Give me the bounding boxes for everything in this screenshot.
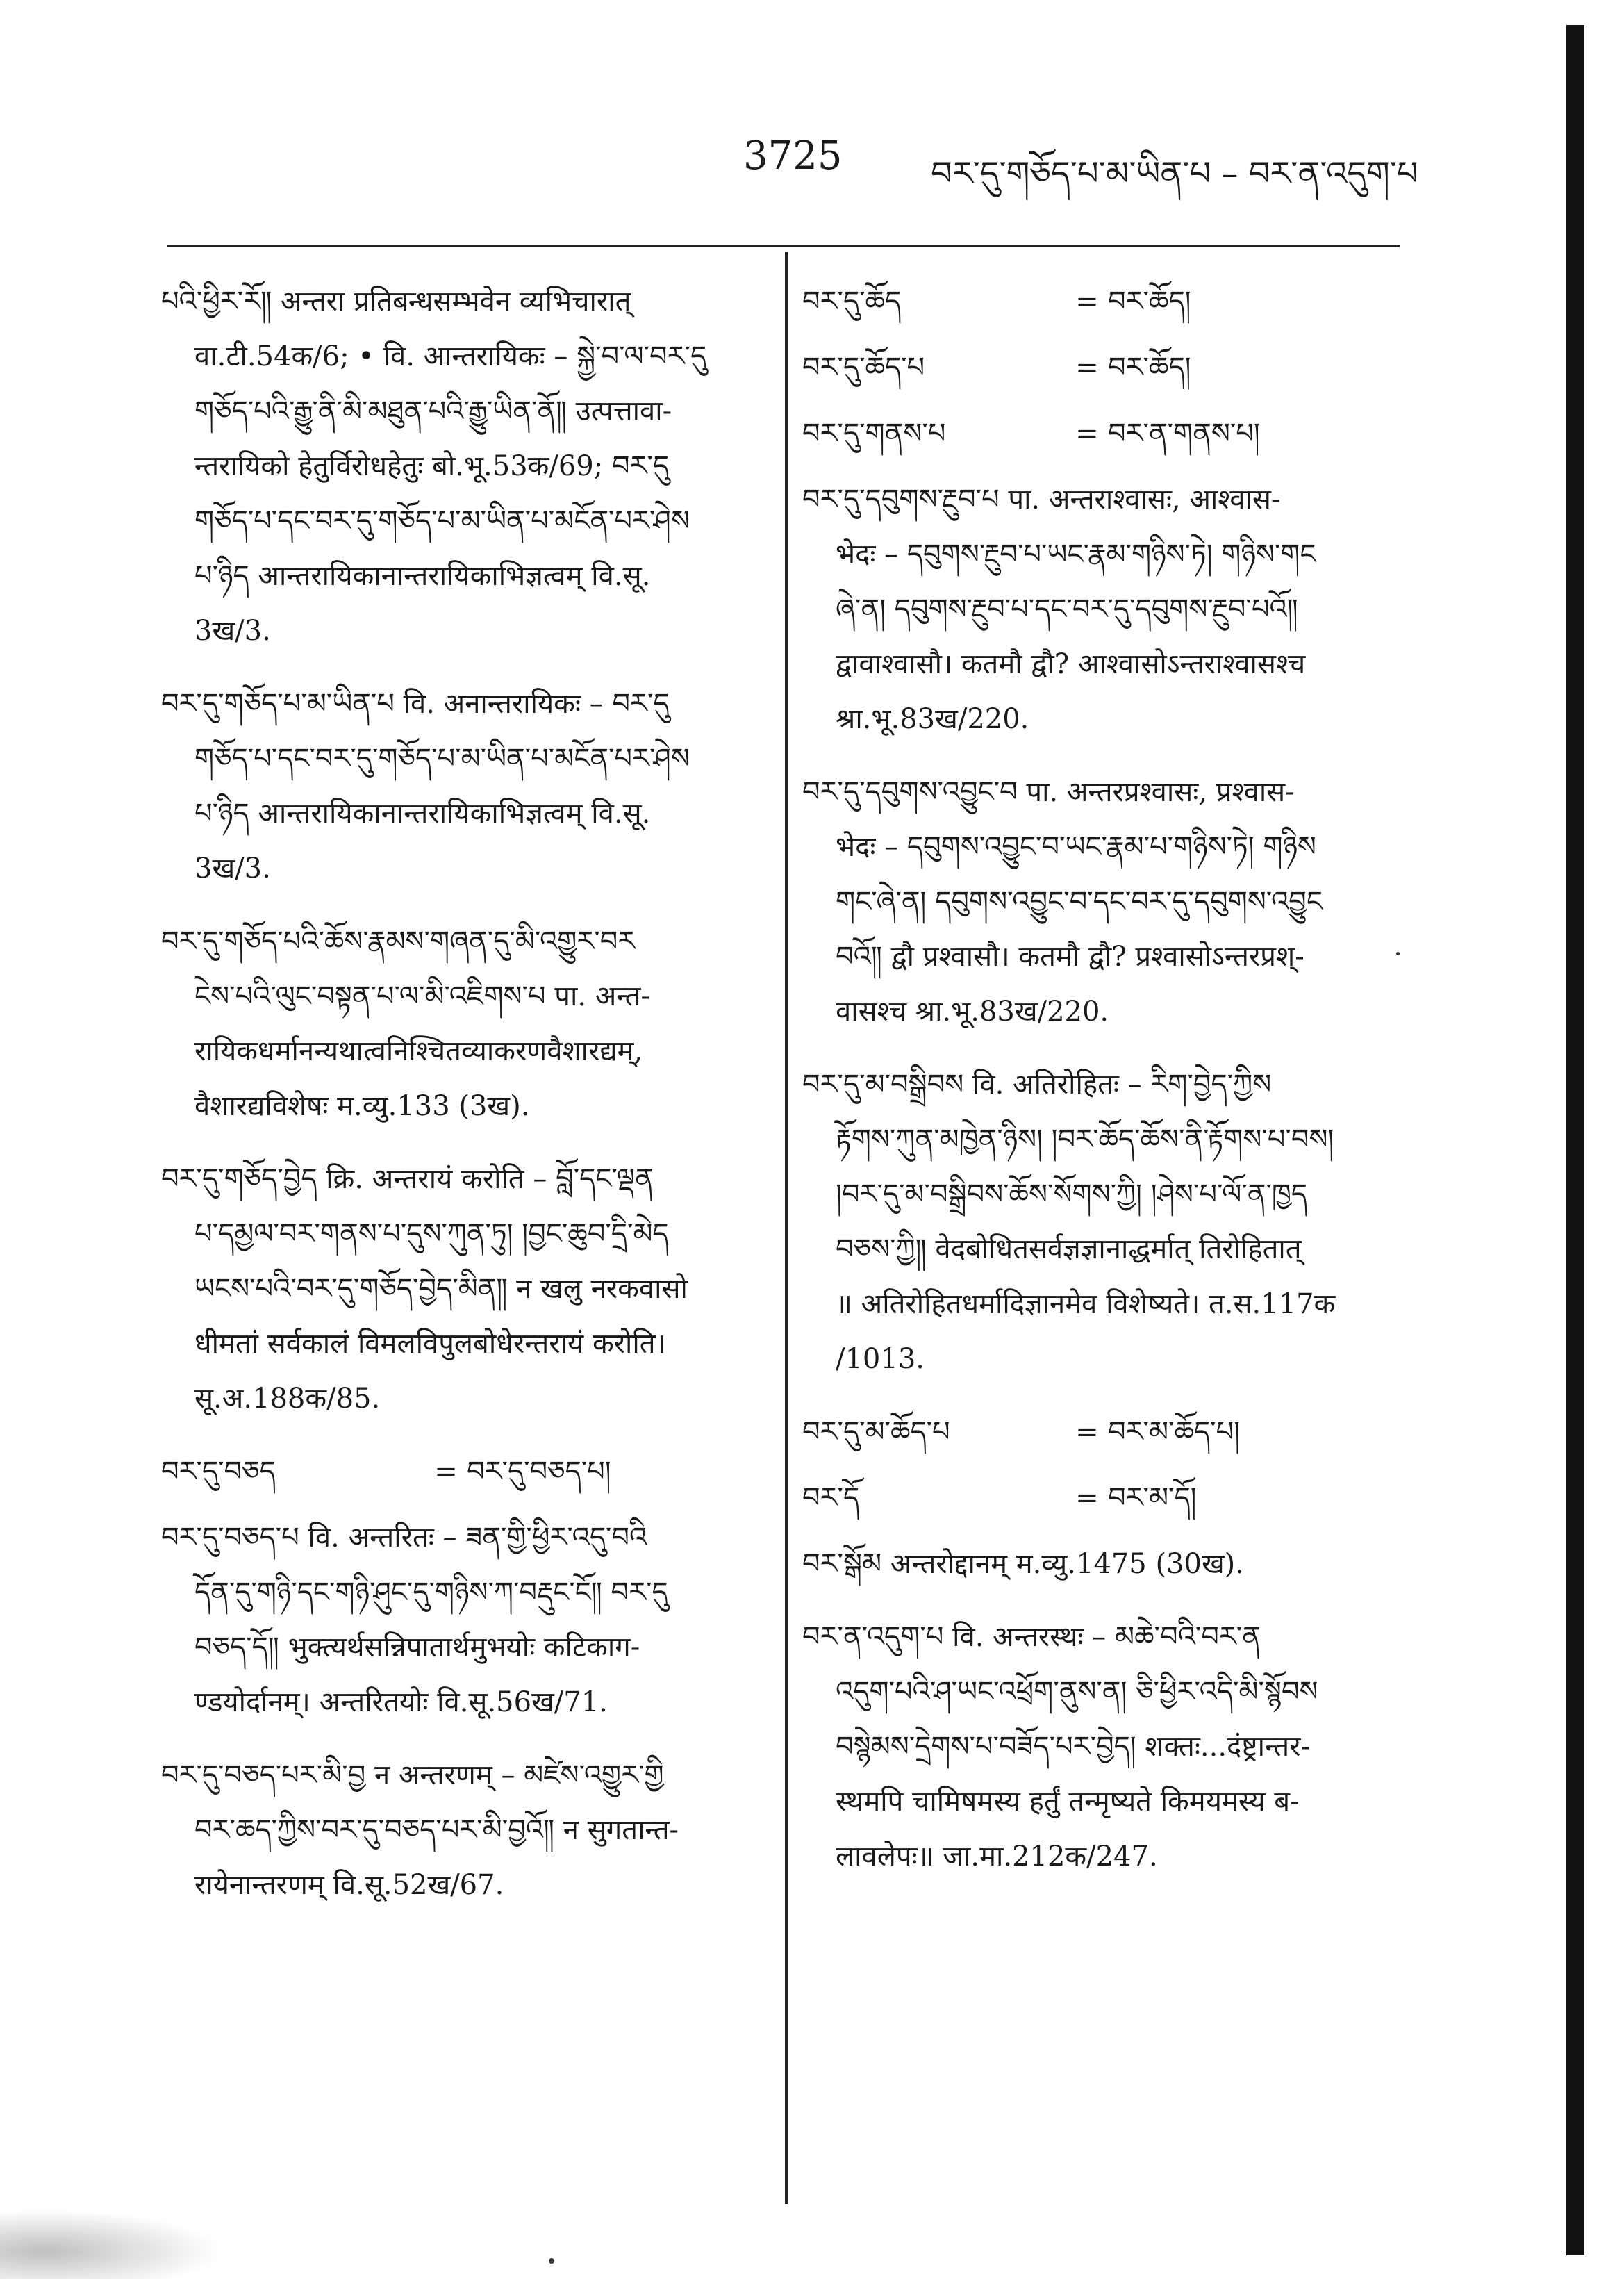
- running-headword: བར་དུ་གཅོད་པ་མ་ཡིན་པ – བར་ན་འདུག་པ: [931, 154, 1418, 193]
- dictionary-entry: [161, 677, 759, 896]
- entry-headline: བར་དུ་དབུགས་འབྱུང་བ पा. अन्तरप्रश्वासः, प्रश्वास-: [802, 776, 1295, 808]
- entry-headline: བར་སྒོམ अन्तरोद्दानम् म.व्यु.1475 (30ख).: [802, 1548, 1244, 1580]
- entry-line: བསྙེམས་དྲེགས་པ་བཟོད་པར་བྱེད། शक्तः...दंष्ट्रान्तर-: [836, 1731, 1311, 1763]
- entry-line: ངེས་པའི་ལུང་བསྟན་པ་ལ་མི་འཇིགས་པ पा. अन्त-: [194, 980, 650, 1012]
- entry-headline: བར་དུ་བཅད་པ वि. अन्तरितः – ཟན་གྱི་ཕྱིར་འདུ་བའི: [161, 1522, 647, 1554]
- entry-line: द्वावाश्वासौ। कतमौ द्वौ? आश्वासोऽन्तराश्वासश्च: [836, 648, 1306, 680]
- entry-line: वा.टी.54क/6; • वि. आन्तरायिकः – སྐྱེ་བ་ལ་བར་དུ: [194, 340, 707, 372]
- cross-reference-entry: [802, 340, 1400, 395]
- entry-line: བཅས་ཀྱི༎ वेदबोधितसर्वज्ञज्ञानाद्धर्मात् तिरोहितात्: [836, 1233, 1302, 1265]
- entry-line: པ་དམྱལ་བར་གནས་པ་དུས་ཀུན་ཏུ། །བྱང་ཆུབ་དྲི་མེད: [194, 1218, 669, 1250]
- entry-line: सू.अ.188क/85.: [194, 1383, 381, 1415]
- entry-target: བར་ཆོད།: [1108, 352, 1191, 384]
- cross-reference-entry: [161, 1445, 759, 1499]
- entry-line: न्तरायिको हेतुर्विरोधहेतुः बो.भू.53क/69; བར་དུ: [194, 450, 670, 482]
- entry-line: །བར་དུ་མ་བསྒྲིབས་ཆོས་སོགས་ཀྱི། །ཤེས་པ་ལོ་ན་ཁྱད: [836, 1178, 1308, 1210]
- left-column: [161, 274, 759, 1931]
- entry-term: བར་དུ་ཆོད: [802, 286, 902, 318]
- entry-line: བར་ཆད་ཀྱིས་བར་དུ་བཅད་པར་མི་བྱའོ༎ न सुगतान्त-: [194, 1814, 679, 1846]
- entry-headline: བར་དུ་དབུགས་རྔུབ་པ पा. अन्तराश्वासः, आश्वास-: [802, 484, 1281, 516]
- entry-term: བར་དུ་བཅད: [161, 1456, 276, 1488]
- entry-line: /1013.: [836, 1343, 925, 1375]
- entry-term: བར་དུ་མ་ཆོད་པ: [802, 1416, 950, 1448]
- entry-line: स्थमपि चामिषमस्य हर्तुं तन्मृष्यते किमयमस्य ब-: [836, 1786, 1300, 1818]
- entry-headline: བར་ན་འདུག་པ वि. अन्तरस्थः – མཆེ་བའི་བར་ན: [802, 1621, 1261, 1653]
- entry-target: བར་མ་དོ།: [1108, 1482, 1197, 1514]
- entry-line: འདུག་པའི་ཤ་ཡང་འཕྲོག་ནུས་ན། ཅི་ཕྱིར་འདི་མི་སྙོབས: [836, 1676, 1318, 1708]
- entry-line: लावलेपः॥ जा.मा.212क/247.: [836, 1841, 1158, 1873]
- entry-term: བར་དུ་ཆོད་པ: [802, 352, 925, 384]
- dictionary-entry: [802, 765, 1400, 1039]
- entry-line: དོན་དུ་གཉི་དང་གཉི་ཤུང་དུ་གཉིས་ཀ་བརྡུང་ངོ༎ བར་དུ: [194, 1577, 668, 1608]
- entry-line: ॥ अतिरोहितधर्मादिज्ञानमेव विशेष्यते। त.स.117क: [836, 1288, 1336, 1320]
- dictionary-entry: [161, 1152, 759, 1426]
- entry-line: གཅོད་པ་དང་བར་དུ་གཅོད་པ་མ་ཡིན་པ་མངོན་པར་ཤེས: [194, 505, 690, 537]
- entry-line: པ་ཉིད आन्तरायिकानान्तरायिकाभिज्ञत्वम् वि.सू.: [194, 560, 651, 592]
- equals-sign: =: [1075, 1482, 1099, 1514]
- dictionary-entry: [802, 1610, 1400, 1884]
- equals-sign: =: [1075, 352, 1099, 384]
- entry-line: བའོ༎ द्वौ प्रश्वासौ। कतमौ द्वौ? प्रश्वासोऽन्तरप्रश्-: [836, 941, 1304, 973]
- equals-sign: =: [1075, 1416, 1099, 1448]
- entry-line: རྟོགས་ཀུན་མཁྱེན་ཉིས། །བར་ཆོད་ཆོས་ནི་རྟོགས་པ་བས།: [836, 1124, 1334, 1155]
- entry-line: གང་ཞེ་ན། དབུགས་འབྱུང་བ་དང་བར་དུ་དབུགས་འབྱུང: [836, 886, 1323, 918]
- entry-line: 3ख/3.: [194, 853, 271, 884]
- header-rule: [167, 245, 1400, 247]
- entry-line: धीमतां सर्वकालं विमलविपुलबोधेरन्तरायं करोति।: [194, 1328, 666, 1360]
- entry-line: रायेनान्तरणम् वि.सू.52ख/67.: [194, 1869, 504, 1901]
- dictionary-entry: [161, 914, 759, 1134]
- entry-line: ཞེ་ན། དབུགས་རྔུབ་པ་དང་བར་དུ་དབུགས་རྔུབ་པའོ༎: [836, 593, 1298, 625]
- entry-term: བར་དུ་གནས་པ: [802, 418, 946, 450]
- equals-sign: =: [1075, 286, 1099, 318]
- cross-reference-entry: [802, 1405, 1400, 1460]
- column-divider: [785, 252, 788, 2204]
- dictionary-entry: [161, 1511, 759, 1730]
- page-header: [743, 133, 1480, 193]
- cross-reference-entry: [802, 1471, 1400, 1526]
- entry-line: ण्डयोर्दानम्। अन्तरितयोः वि.सू.56ख/71.: [194, 1686, 608, 1718]
- dictionary-entry: [802, 472, 1400, 747]
- entry-headline: པའི་ཕྱིར་རོ༎ अन्तरा प्रतिबन्धसम्भवेन व्यभिचारात्: [161, 286, 631, 318]
- entry-line: པ་ཉིད आन्तरायिकानान्तरायिकाभिज्ञत्वम् वि.सू.: [194, 798, 651, 830]
- entry-line: भेदः – དབུགས་རྔུབ་པ་ཡང་རྣམ་གཉིས་ཏེ། གཉིས་གང: [836, 538, 1316, 570]
- entry-headline: བར་དུ་བཅད་པར་མི་བྱ न अन्तरणम् – མཛེས་འགྱུར་གྱི: [161, 1759, 664, 1791]
- page-edge-bar: [1566, 25, 1584, 2255]
- page-number: 3725: [743, 133, 843, 179]
- entry-headline: བར་དུ་གཅོད་པའི་ཆོས་རྣམས་གཞན་དུ་མི་འགྱུར་བར: [161, 925, 636, 957]
- dictionary-entry: [161, 1748, 759, 1913]
- dictionary-entry: [161, 274, 759, 659]
- entry-line: བཅད་དོ༎ भुक्त्यर्थसन्निपातार्थमुभयोः कटिकाग-: [194, 1631, 640, 1663]
- entry-line: གཅོད་པའི་རྒྱུ་ནི་མི་མཐུན་པའི་རྒྱུ་ཡིན་ནོ༎ उत्पत्तावा-: [194, 395, 672, 427]
- cross-reference-entry: [802, 406, 1400, 461]
- entry-line: ཡངས་པའི་བར་དུ་གཅོད་བྱེད་མིན༎ न खलु नरकवासो: [194, 1273, 688, 1305]
- entry-line: वैशारद्यविशेषः म.व्यु.133 (3ख).: [194, 1090, 530, 1122]
- entry-target: བར་དུ་བཅད་པ།: [467, 1456, 611, 1488]
- equals-sign: =: [1075, 418, 1099, 450]
- entry-line: གཅོད་པ་དང་བར་དུ་གཅོད་པ་མ་ཡིན་པ་མངོན་པར་ཤེས: [194, 743, 690, 775]
- dictionary-entry: [802, 1537, 1400, 1592]
- entry-headline: བར་དུ་མ་བསྒྲིབས वि. अतिरोहितः – རིག་བྱེད་ཀྱིས: [802, 1069, 1272, 1101]
- entry-line: भेदः – དབུགས་འབྱུང་བ་ཡང་རྣམ་པ་གཉིས་ཏེ། གཉིས: [836, 831, 1316, 863]
- entry-headline: བར་དུ་གཅོད་པ་མ་ཡིན་པ वि. अनान्तरायिकः – བར་དུ: [161, 688, 670, 720]
- entry-headline: བར་དུ་གཅོད་བྱེད क्रि. अन्तरायं करोति – བློ་དང་ལྡན: [161, 1163, 654, 1195]
- equals-sign: =: [434, 1456, 458, 1488]
- entry-target: བར་མ་ཆོད་པ།: [1108, 1416, 1240, 1448]
- scan-smudge: [0, 2209, 222, 2279]
- entry-line: वासश्च श्रा.भू.83ख/220.: [836, 996, 1109, 1028]
- entry-target: བར་ན་གནས་པ།: [1108, 418, 1260, 450]
- entry-term: བར་དོ: [802, 1482, 860, 1514]
- cross-reference-entry: [802, 274, 1400, 329]
- entry-line: श्रा.भू.83ख/220.: [836, 703, 1029, 735]
- scan-speck: [1396, 952, 1400, 955]
- entry-line: 3ख/3.: [194, 615, 271, 647]
- right-column: [802, 274, 1400, 1902]
- entry-line: रायिकधर्मानन्यथात्वनिश्चितव्याकरणवैशारद्यम्,: [194, 1035, 643, 1067]
- dictionary-entry: [802, 1057, 1400, 1387]
- scan-speck: [549, 2258, 554, 2264]
- entry-target: བར་ཆོད།: [1108, 286, 1191, 318]
